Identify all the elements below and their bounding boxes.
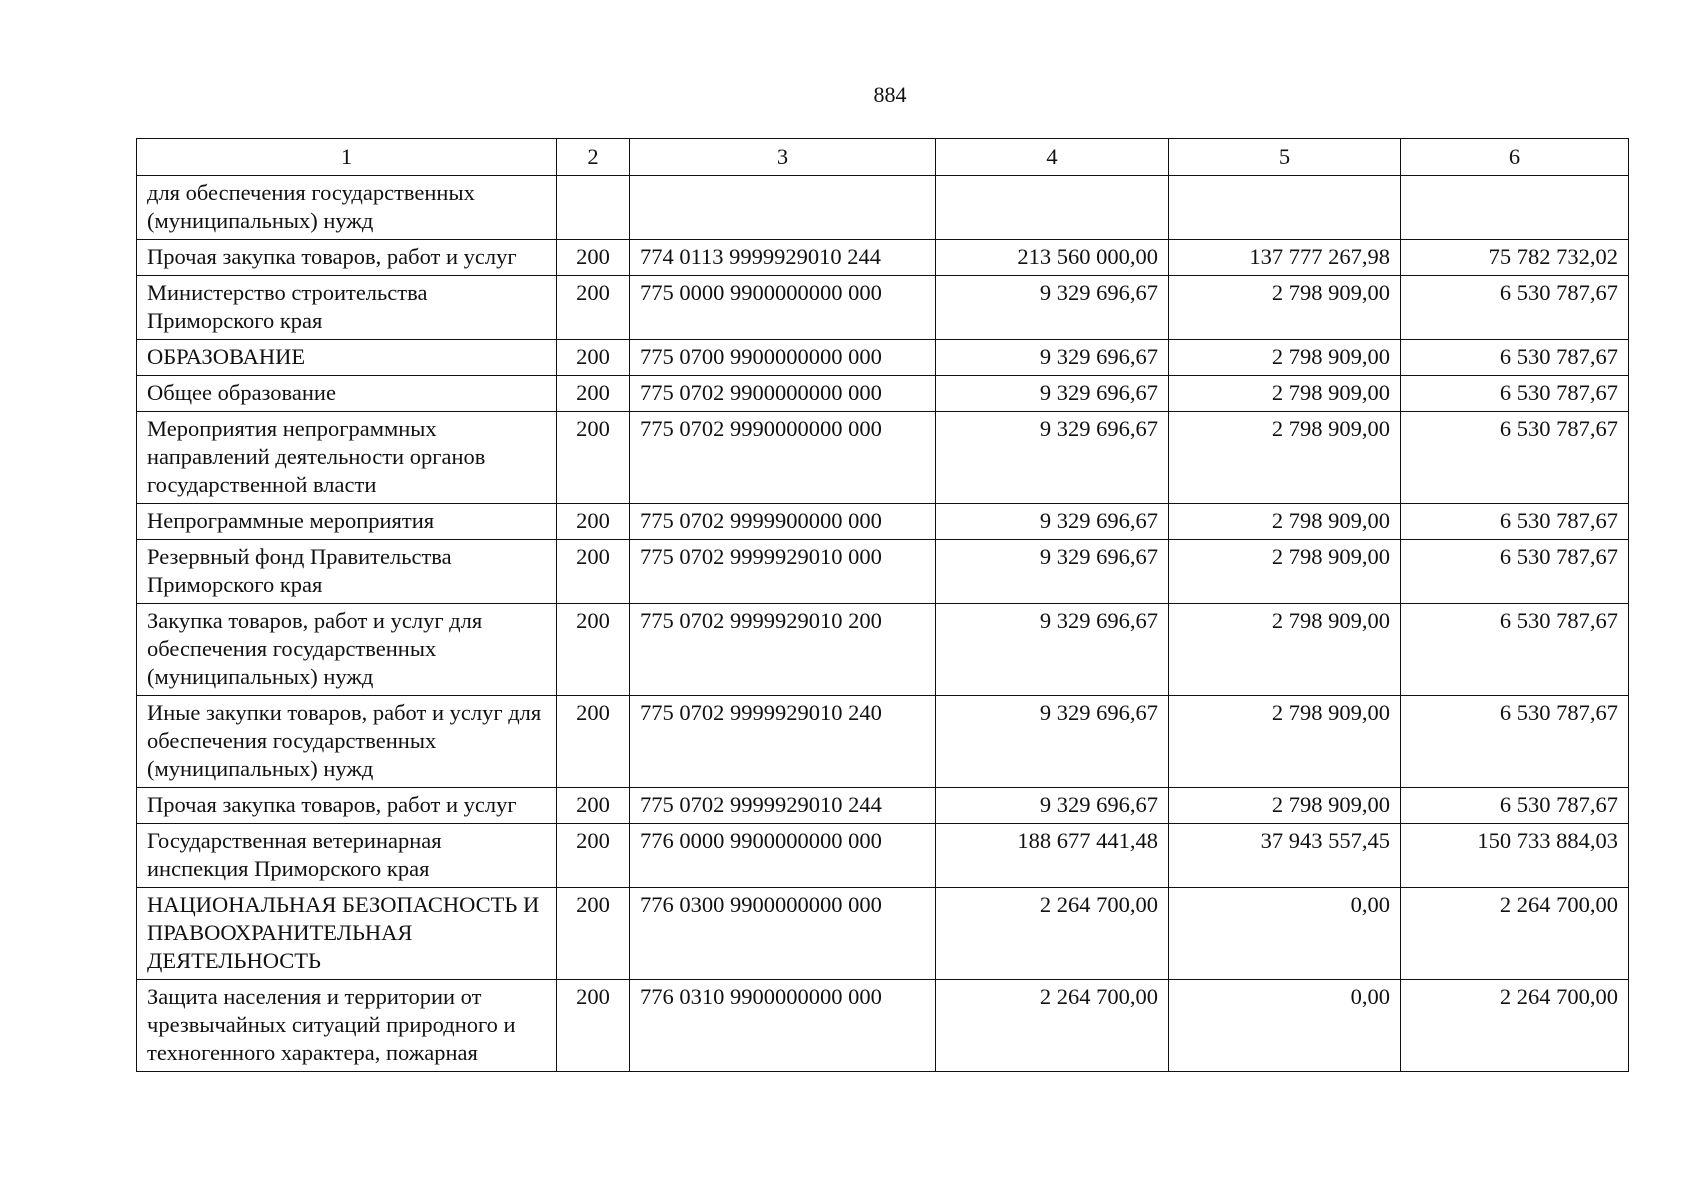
row-admin-code: 200 [557,696,630,788]
row-name: Государственная ветеринарная инспекция Приморского края [137,824,557,888]
row-remainder: 75 782 732,02 [1401,240,1629,276]
row-executed: 2 798 909,00 [1169,604,1401,696]
row-admin-code: 200 [557,412,630,504]
row-executed: 2 798 909,00 [1169,504,1401,540]
row-name: НАЦИОНАЛЬНАЯ БЕЗОПАСНОСТЬ И ПРАВООХРАНИТЕЛЬНАЯ ДЕЯТЕЛЬНОСТЬ [137,888,557,980]
row-remainder: 6 530 787,67 [1401,788,1629,824]
row-name: Резервный фонд Правительства Приморского края [137,540,557,604]
row-executed: 2 798 909,00 [1169,788,1401,824]
row-remainder: 6 530 787,67 [1401,376,1629,412]
row-name: Закупка товаров, работ и услуг для обеспечения государственных (муниципальных) нужд [137,604,557,696]
row-classification-code: 775 0702 9999929010 240 [630,696,936,788]
row-approved: 188 677 441,48 [936,824,1169,888]
table-row [137,788,1629,824]
row-approved: 9 329 696,67 [936,340,1169,376]
row-admin-code [557,176,630,240]
row-admin-code: 200 [557,824,630,888]
table-row [137,240,1629,276]
column-header: 6 [1401,139,1629,176]
row-executed: 2 798 909,00 [1169,540,1401,604]
row-approved: 9 329 696,67 [936,788,1169,824]
row-classification-code: 775 0000 9900000000 000 [630,276,936,340]
row-executed: 0,00 [1169,980,1401,1072]
row-remainder: 6 530 787,67 [1401,540,1629,604]
row-remainder: 6 530 787,67 [1401,696,1629,788]
row-remainder: 2 264 700,00 [1401,888,1629,980]
column-header: 2 [557,139,630,176]
row-approved [936,176,1169,240]
table-row [137,340,1629,376]
row-name: Мероприятия непрограммных направлений деятельности органов государственной власти [137,412,557,504]
row-classification-code: 776 0310 9900000000 000 [630,980,936,1072]
row-admin-code: 200 [557,788,630,824]
row-name: Прочая закупка товаров, работ и услуг [137,788,557,824]
row-approved: 9 329 696,67 [936,412,1169,504]
row-executed: 2 798 909,00 [1169,412,1401,504]
table-row [137,176,1629,240]
row-remainder: 6 530 787,67 [1401,412,1629,504]
row-approved: 9 329 696,67 [936,504,1169,540]
column-header: 5 [1169,139,1401,176]
column-header: 3 [630,139,936,176]
row-approved: 9 329 696,67 [936,376,1169,412]
header-row [137,139,1629,176]
row-classification-code: 775 0702 9999929010 244 [630,788,936,824]
table-row [137,604,1629,696]
row-classification-code: 775 0702 9900000000 000 [630,376,936,412]
row-approved: 213 560 000,00 [936,240,1169,276]
row-approved: 2 264 700,00 [936,888,1169,980]
row-approved: 9 329 696,67 [936,540,1169,604]
row-approved: 2 264 700,00 [936,980,1169,1072]
row-classification-code: 775 0702 9999929010 000 [630,540,936,604]
table-row [137,412,1629,504]
table-row [137,696,1629,788]
row-remainder: 6 530 787,67 [1401,504,1629,540]
row-admin-code: 200 [557,604,630,696]
row-approved: 9 329 696,67 [936,276,1169,340]
row-approved: 9 329 696,67 [936,696,1169,788]
row-admin-code: 200 [557,240,630,276]
row-executed: 2 798 909,00 [1169,276,1401,340]
row-classification-code [630,176,936,240]
row-remainder: 6 530 787,67 [1401,276,1629,340]
row-admin-code: 200 [557,276,630,340]
row-approved: 9 329 696,67 [936,604,1169,696]
row-name: Иные закупки товаров, работ и услуг для обеспечения государственных (муниципальных) нужд [137,696,557,788]
row-remainder: 6 530 787,67 [1401,340,1629,376]
row-remainder [1401,176,1629,240]
budget-table [136,138,1629,1072]
row-name: Министерство строительства Приморского края [137,276,557,340]
table-row [137,376,1629,412]
row-remainder: 6 530 787,67 [1401,604,1629,696]
row-classification-code: 775 0702 9999900000 000 [630,504,936,540]
row-executed: 2 798 909,00 [1169,340,1401,376]
row-name: для обеспечения государственных (муниципальных) нужд [137,176,557,240]
table-row [137,824,1629,888]
column-header: 4 [936,139,1169,176]
row-admin-code: 200 [557,540,630,604]
row-name: Общее образование [137,376,557,412]
row-name: Защита населения и территории от чрезвычайных ситуаций природного и техногенного характера, пожарная [137,980,557,1072]
row-executed: 2 798 909,00 [1169,696,1401,788]
row-executed: 37 943 557,45 [1169,824,1401,888]
row-classification-code: 776 0000 9900000000 000 [630,824,936,888]
row-classification-code: 776 0300 9900000000 000 [630,888,936,980]
row-remainder: 150 733 884,03 [1401,824,1629,888]
row-executed: 2 798 909,00 [1169,376,1401,412]
row-admin-code: 200 [557,504,630,540]
row-classification-code: 774 0113 9999929010 244 [630,240,936,276]
column-header: 1 [137,139,557,176]
row-executed [1169,176,1401,240]
row-admin-code: 200 [557,376,630,412]
row-classification-code: 775 0702 9990000000 000 [630,412,936,504]
row-remainder: 2 264 700,00 [1401,980,1629,1072]
table-row [137,888,1629,980]
page-number: 884 [873,82,907,107]
row-name: ОБРАЗОВАНИЕ [137,340,557,376]
row-classification-code: 775 0702 9999929010 200 [630,604,936,696]
row-admin-code: 200 [557,340,630,376]
row-admin-code: 200 [557,980,630,1072]
table-row [137,276,1629,340]
table-row [137,980,1629,1072]
row-name: Прочая закупка товаров, работ и услуг [137,240,557,276]
row-executed: 137 777 267,98 [1169,240,1401,276]
table-row [137,540,1629,604]
row-classification-code: 775 0700 9900000000 000 [630,340,936,376]
table-row [137,504,1629,540]
row-name: Непрограммные мероприятия [137,504,557,540]
row-admin-code: 200 [557,888,630,980]
row-executed: 0,00 [1169,888,1401,980]
